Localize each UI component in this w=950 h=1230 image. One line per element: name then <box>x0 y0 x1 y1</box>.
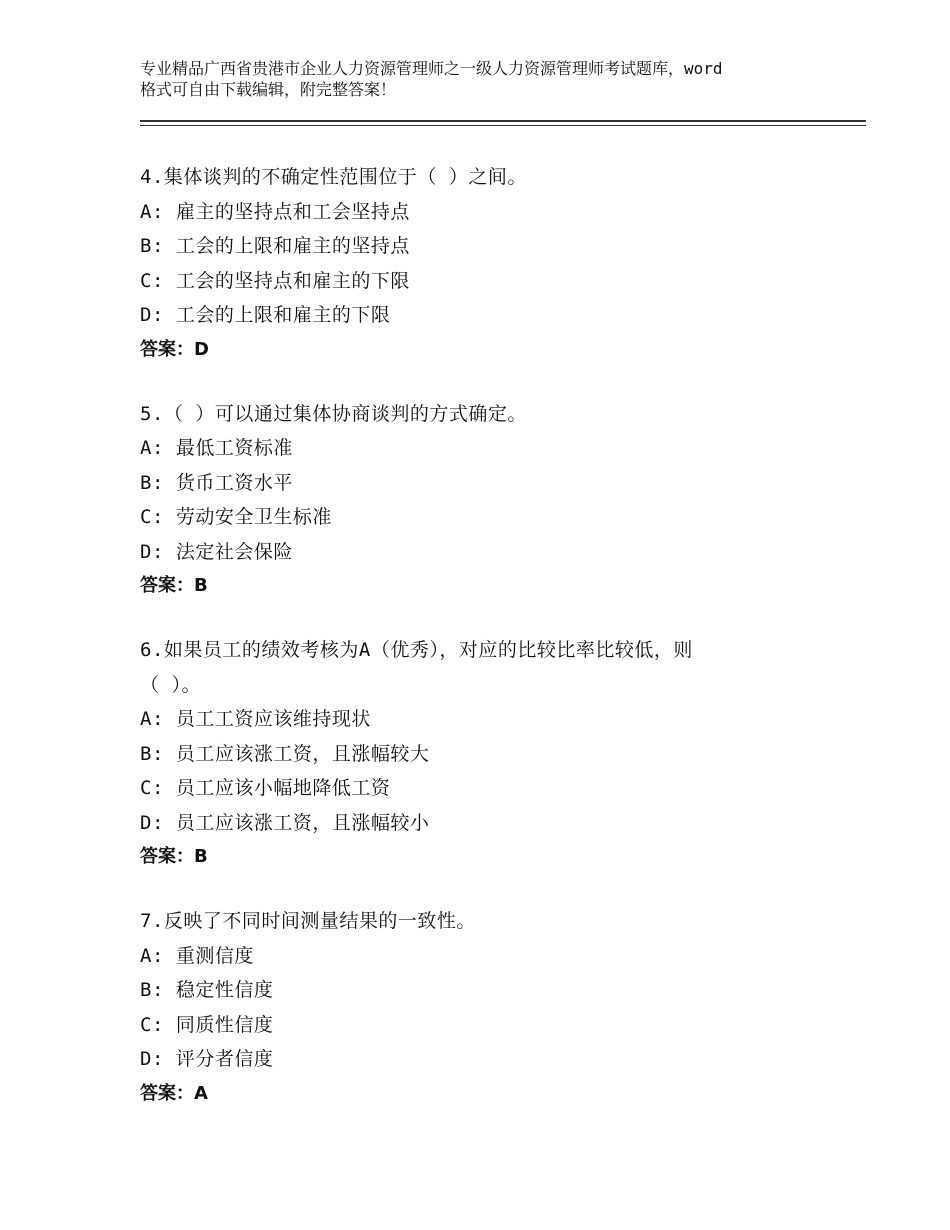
option-c: C: 劳动安全卫生标准 <box>140 506 332 528</box>
answer: 答案：A <box>140 1082 208 1104</box>
question-4 <box>140 160 840 367</box>
question-7 <box>140 904 840 1111</box>
answer: 答案：B <box>140 575 208 596</box>
question-6 <box>140 633 840 874</box>
question-stem: 5.（ ）可以通过集体协商谈判的方式确定。 <box>140 402 527 425</box>
header-line-2: 格式可自由下载编辑，附完整答案！ <box>140 80 397 99</box>
option-b: B: 稳定性信度 <box>140 979 274 1001</box>
header-line-1: 专业精品广西省贵港市企业人力资源管理师之一级人力资源管理师考试题库，word <box>140 59 723 78</box>
option-c: C: 工会的坚持点和雇主的下限 <box>140 269 410 292</box>
option-a: A: 雇主的坚持点和工会坚持点 <box>140 200 410 223</box>
option-b: B: 员工应该涨工资，且涨幅较大 <box>140 742 430 765</box>
option-d: D: 工会的上限和雇主的下限 <box>140 304 391 326</box>
question-stem-continued: （ ）。 <box>140 673 201 696</box>
header-rule-thick <box>140 120 866 122</box>
option-a: A: 最低工资标准 <box>140 437 293 459</box>
question-stem: 6.如果员工的绩效考核为A（优秀），对应的比较比率比较低，则 <box>140 639 693 661</box>
question-stem: 7.反映了不同时间测量结果的一致性。 <box>140 910 476 932</box>
option-d: D: 员工应该涨工资，且涨幅较小 <box>140 811 430 834</box>
answer: 答案：D <box>140 338 209 360</box>
option-a: A: 重测信度 <box>140 944 254 967</box>
option-d: D: 法定社会保险 <box>140 540 293 563</box>
question-5 <box>140 397 840 604</box>
option-a: A: 员工工资应该维持现状 <box>140 708 371 730</box>
question-list <box>140 160 840 1141</box>
option-b: B: 工会的上限和雇主的坚持点 <box>140 235 410 257</box>
answer: 答案：B <box>140 846 208 867</box>
header-rule-thin <box>140 125 866 126</box>
option-d: D: 评分者信度 <box>140 1048 274 1070</box>
option-c: C: 员工应该小幅地降低工资 <box>140 777 391 799</box>
document-header <box>140 58 840 100</box>
option-b: B: 货币工资水平 <box>140 471 293 494</box>
question-stem: 4.集体谈判的不确定性范围位于（ ）之间。 <box>140 166 527 188</box>
option-c: C: 同质性信度 <box>140 1013 274 1036</box>
